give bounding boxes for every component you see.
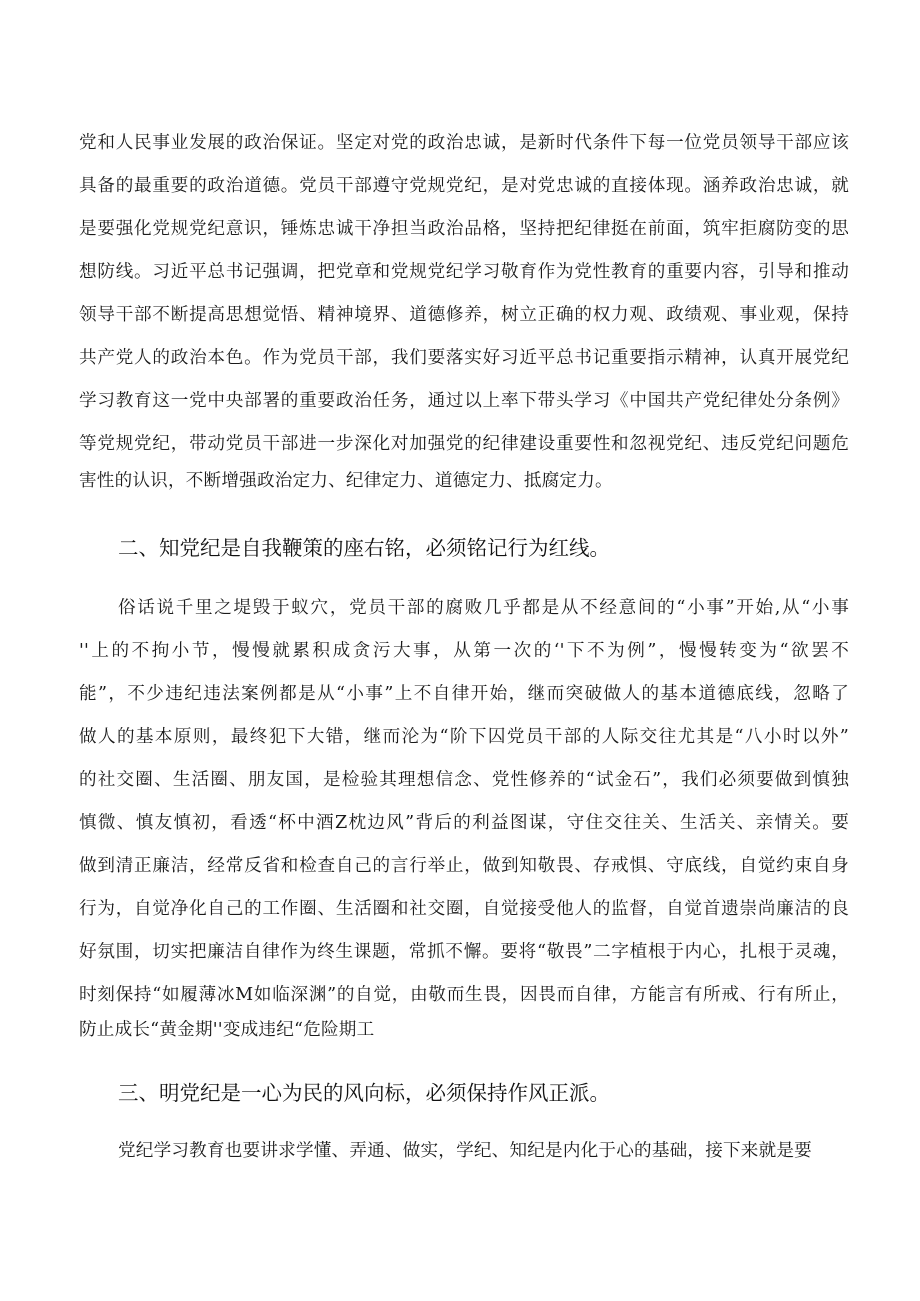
paragraph-2-line: 时刻保持“如履薄冰M如临深渊”的自觉，由敬而生畏，因畏而自律，方能言有所戒、行有所止， — [79, 985, 849, 1005]
paragraph-2-line: 好氛围，切实把廉洁自律作为终生课题，常抓不懈。要将“敬畏”二字植根于内心，扎根于灵魂， — [79, 942, 849, 962]
paragraph-1-line: 学习教育这一党中央部署的重要政治任务，通过以上率下带头学习《中国共产党纪律处分条例》 — [79, 391, 849, 411]
paragraph-1-line: 共产党人的政治本色。作为党员干部，我们要落实好习近平总书记重要指示精神，认真开展党纪 — [79, 348, 849, 368]
section-heading-2: 二、知党纪是自我鞭策的座右铭，必须铭记行为红线。 — [118, 536, 610, 560]
paragraph-2-line: 防止成长“黄金期''变成违纪“危险期工 — [79, 1020, 375, 1040]
paragraph-2-line: 做人的基本原则，最终犯下大错，继而沦为“阶下囚党员干部的人际交往尤其是“八小时以外” — [79, 727, 849, 747]
section-heading-3: 三、明党纪是一心为民的风向标，必须保持作风正派。 — [118, 1081, 610, 1105]
paragraph-2-line: ''上的不拘小节，慢慢就累积成贪污大事，从第一次的‘'下不为例”，慢慢转变为“欲罢不 — [79, 641, 849, 661]
paragraph-2-line: 做到清正廉洁，经常反省和检查自己的言行举止，做到知敬畏、存戒惧、守底线，自觉约束自身 — [79, 856, 849, 876]
paragraph-2-line: 行为，自觉净化自己的工作圈、生活圈和社交圈，自觉接受他人的监督，自觉首遗崇尚廉洁的良 — [79, 899, 849, 919]
paragraph-2-line: 俗话说千里之堤毁于蚁穴，党员干部的腐败几乎都是从不经意间的“小事”开始,从“小事 — [118, 598, 849, 618]
paragraph-1-line: 领导干部不断提高思想觉悟、精神境界、道德修养，树立正确的权力观、政绩观、事业观，保持 — [79, 305, 849, 325]
paragraph-1-line: 等党规党纪，带动党员干部进一步深化对加强党的纪律建设重要性和忽视党纪、违反党纪问题危 — [79, 434, 849, 454]
paragraph-1-line: 具备的最重要的政治道德。党员干部遵守党规党纪，是对党忠诚的直接体现。涵养政治忠诚，就 — [79, 176, 849, 196]
paragraph-2-line: 能”，不少违纪违法案例都是从“小事”上不自律开始，继而突破做人的基本道德底线，忽略了 — [79, 684, 849, 704]
paragraph-1-line: 党和人民事业发展的政治保证。坚定对党的政治忠诚，是新时代条件下每一位党员领导干部应该 — [79, 133, 849, 153]
paragraph-2-line: 的社交圈、生活圈、朋友国，是检验其理想信念、党性修养的“试金石”，我们必须要做到慎独 — [79, 770, 849, 790]
paragraph-1-line: 是要强化党规党纪意识，锤炼忠诚干净担当政治品格，坚持把纪律挺在前面，筑牢拒腐防变的思 — [79, 219, 849, 239]
paragraph-1-line: 想防线。习近平总书记强调，把党章和党规党纪学习敬育作为党性教育的重要内容，引导和推动 — [79, 262, 849, 282]
paragraph-2-line: 慎微、慎友慎初，看透“杯中酒Z枕边风”背后的利益图谋，守住交往关、生活关、亲情关。要 — [79, 813, 849, 833]
paragraph-1-line: 害性的认识，不断增强政治定力、纪律定力、道德定力、抵腐定力。 — [79, 471, 613, 491]
paragraph-3-line: 党纪学习教育也要讲求学懂、弄通、做实，学纪、知纪是内化于心的基础，接下来就是要 — [118, 1141, 812, 1161]
